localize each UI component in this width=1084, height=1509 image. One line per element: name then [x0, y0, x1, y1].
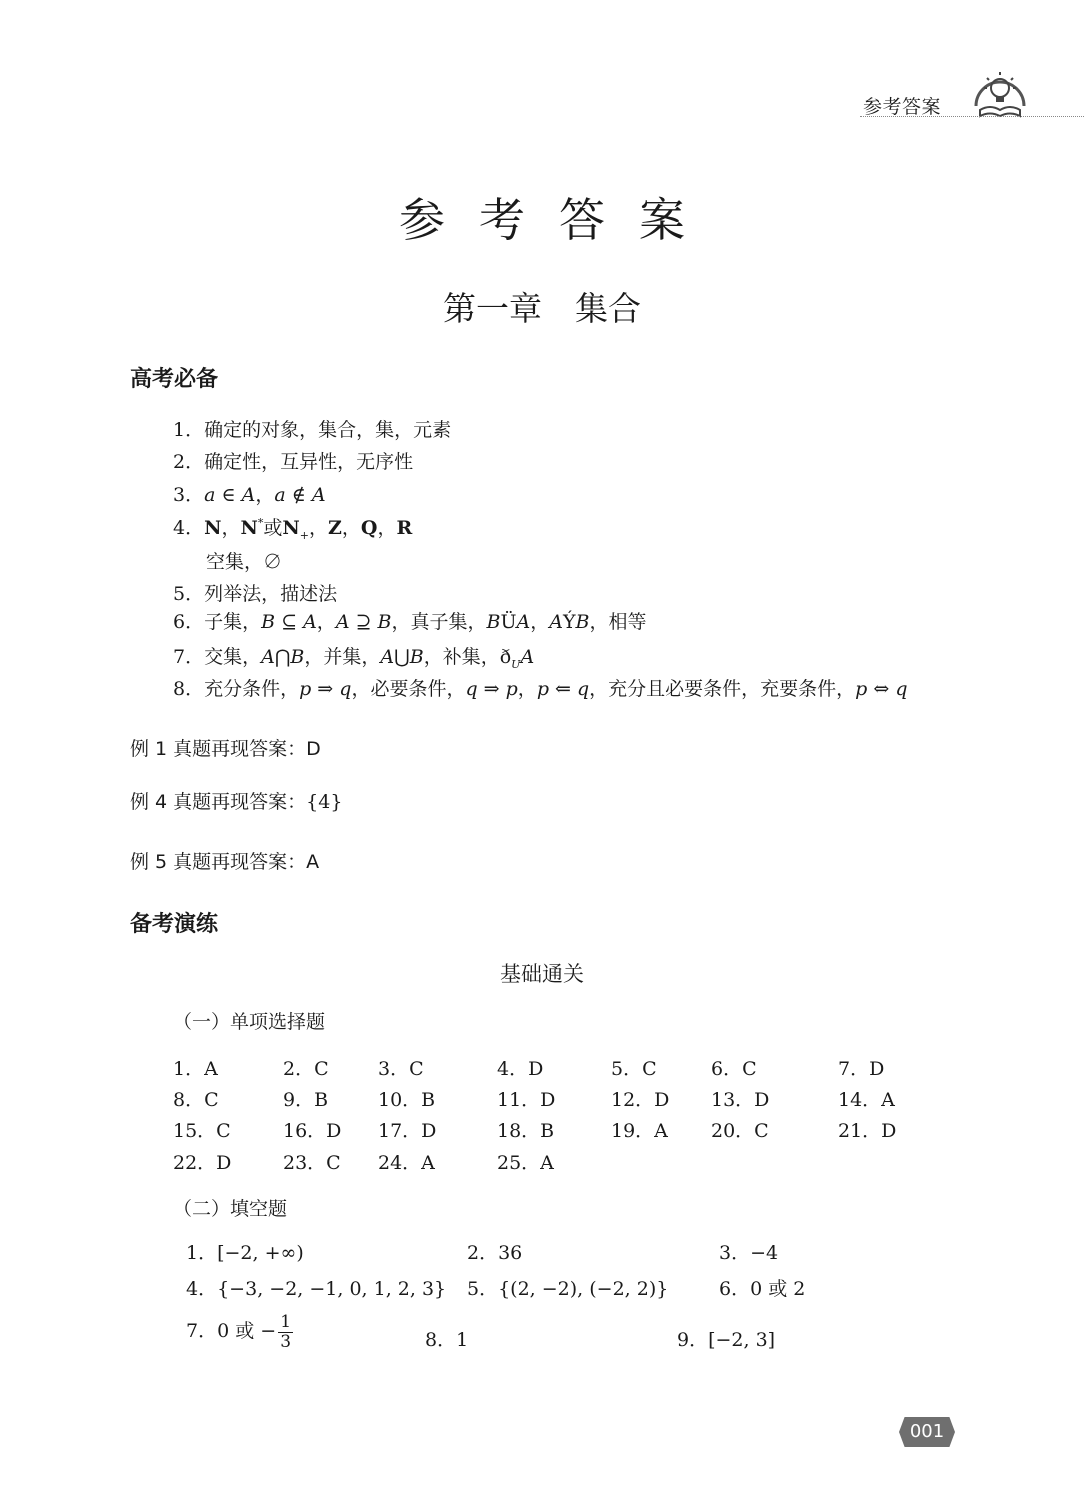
section-heading-beikao: 备考演练 — [130, 912, 219, 937]
mc-answer: 18．B — [497, 1120, 555, 1142]
fill-answer-9: 9．[−2, 3] — [677, 1329, 776, 1351]
mc-answer: 11．D — [497, 1089, 556, 1111]
answer-item-8: 8．充分条件，p ⇒ q，必要条件，q ⇒ p，p ⇐ q，充分且必要条件，充要条件，p ⇔ q — [173, 678, 908, 700]
subheading-jichu: 基础通关 — [500, 962, 584, 986]
mc-answer: 3．C — [378, 1058, 424, 1080]
mc-answer: 5．C — [611, 1058, 657, 1080]
mc-answer: 13．D — [711, 1089, 770, 1111]
answer-item-4-empty-set: 空集，∅ — [206, 551, 283, 573]
fill-answer-7: 7．0 或 − $\frac{1}{3}$ — [186, 1312, 292, 1352]
answer-item-3: 3．a ∈ A，a ∉ A — [173, 484, 326, 506]
answer-item-5: 5．列举法，描述法 — [173, 583, 338, 605]
mc-answer: 14．A — [838, 1089, 895, 1111]
mc-answer: 10．B — [378, 1089, 436, 1111]
answer-item-7: 7．交集，A⋂B，并集，A⋃B，补集，$ð_UA$ — [173, 646, 535, 671]
fill-answer-4: 4．{−3, −2, −1, 0, 1, 2, 3} — [186, 1278, 447, 1300]
mc-answer: 19．A — [611, 1120, 668, 1142]
example-5-answer: 例 5 真题再现答案：A — [130, 851, 320, 873]
mc-answer: 4．D — [497, 1058, 544, 1080]
running-header-label: 参考答案 — [863, 96, 942, 118]
example-1-answer: 例 1 真题再现答案：D — [130, 738, 321, 760]
running-header — [850, 64, 1084, 124]
mc-answer: 17．D — [378, 1120, 437, 1142]
answer-item-4: 4．N，N*或$N_+$，Z，Q，R — [173, 516, 413, 542]
mc-answer: 6．C — [711, 1058, 757, 1080]
fill-answer-3: 3．−4 — [719, 1242, 779, 1264]
mc-answer: 24．A — [378, 1152, 435, 1174]
mc-answer: 8．C — [173, 1089, 219, 1111]
mc-answer: 1．A — [173, 1058, 218, 1080]
section-heading-gaokao: 高考必备 — [130, 367, 219, 392]
mc-answer: 25．A — [497, 1152, 554, 1174]
mc-answer: 16．D — [283, 1120, 342, 1142]
mc-answer: 21．D — [838, 1120, 897, 1142]
lightbulb-book-icon — [970, 66, 1030, 122]
mc-answer: 9．B — [283, 1089, 329, 1111]
page-number: 001 — [909, 1421, 945, 1442]
mc-answer: 12．D — [611, 1089, 670, 1111]
mc-answer: 20．C — [711, 1120, 769, 1142]
mc-answer: 22．D — [173, 1152, 232, 1174]
example-4-answer: 例 4 真题再现答案：{4} — [130, 791, 343, 813]
answer-item-2: 2．确定性，互异性，无序性 — [173, 451, 414, 473]
group-label-multiple-choice: （一）单项选择题 — [173, 1011, 326, 1033]
answer-item-6: 6．子集，B ⊆ A，A ⊇ B，真子集，BÜA，AÝB，相等 — [173, 611, 647, 633]
mc-answer: 2．C — [283, 1058, 329, 1080]
running-header-rule — [860, 116, 1084, 117]
mc-answer: 15．C — [173, 1120, 231, 1142]
answer-item-1: 1．确定的对象，集合，集，元素 — [173, 419, 452, 441]
mc-answer: 7．D — [838, 1058, 885, 1080]
fill-answer-8: 8．1 — [425, 1329, 469, 1351]
group-label-fill-in: （二）填空题 — [173, 1198, 288, 1220]
page-title: 参考答案 — [399, 193, 719, 247]
mc-answer: 23．C — [283, 1152, 341, 1174]
fill-answer-2: 2．36 — [467, 1242, 523, 1264]
fill-answer-6: 6．0 或 2 — [719, 1278, 806, 1300]
fill-answer-1: 1．[−2, +∞) — [186, 1242, 304, 1264]
fraction: $\frac{1}{3}$ — [280, 1312, 292, 1352]
chapter-title: 第一章 集合 — [443, 289, 641, 328]
page-number-badge — [899, 1417, 955, 1447]
fill-answer-5: 5．{(2, −2), (−2, 2)} — [467, 1278, 669, 1300]
